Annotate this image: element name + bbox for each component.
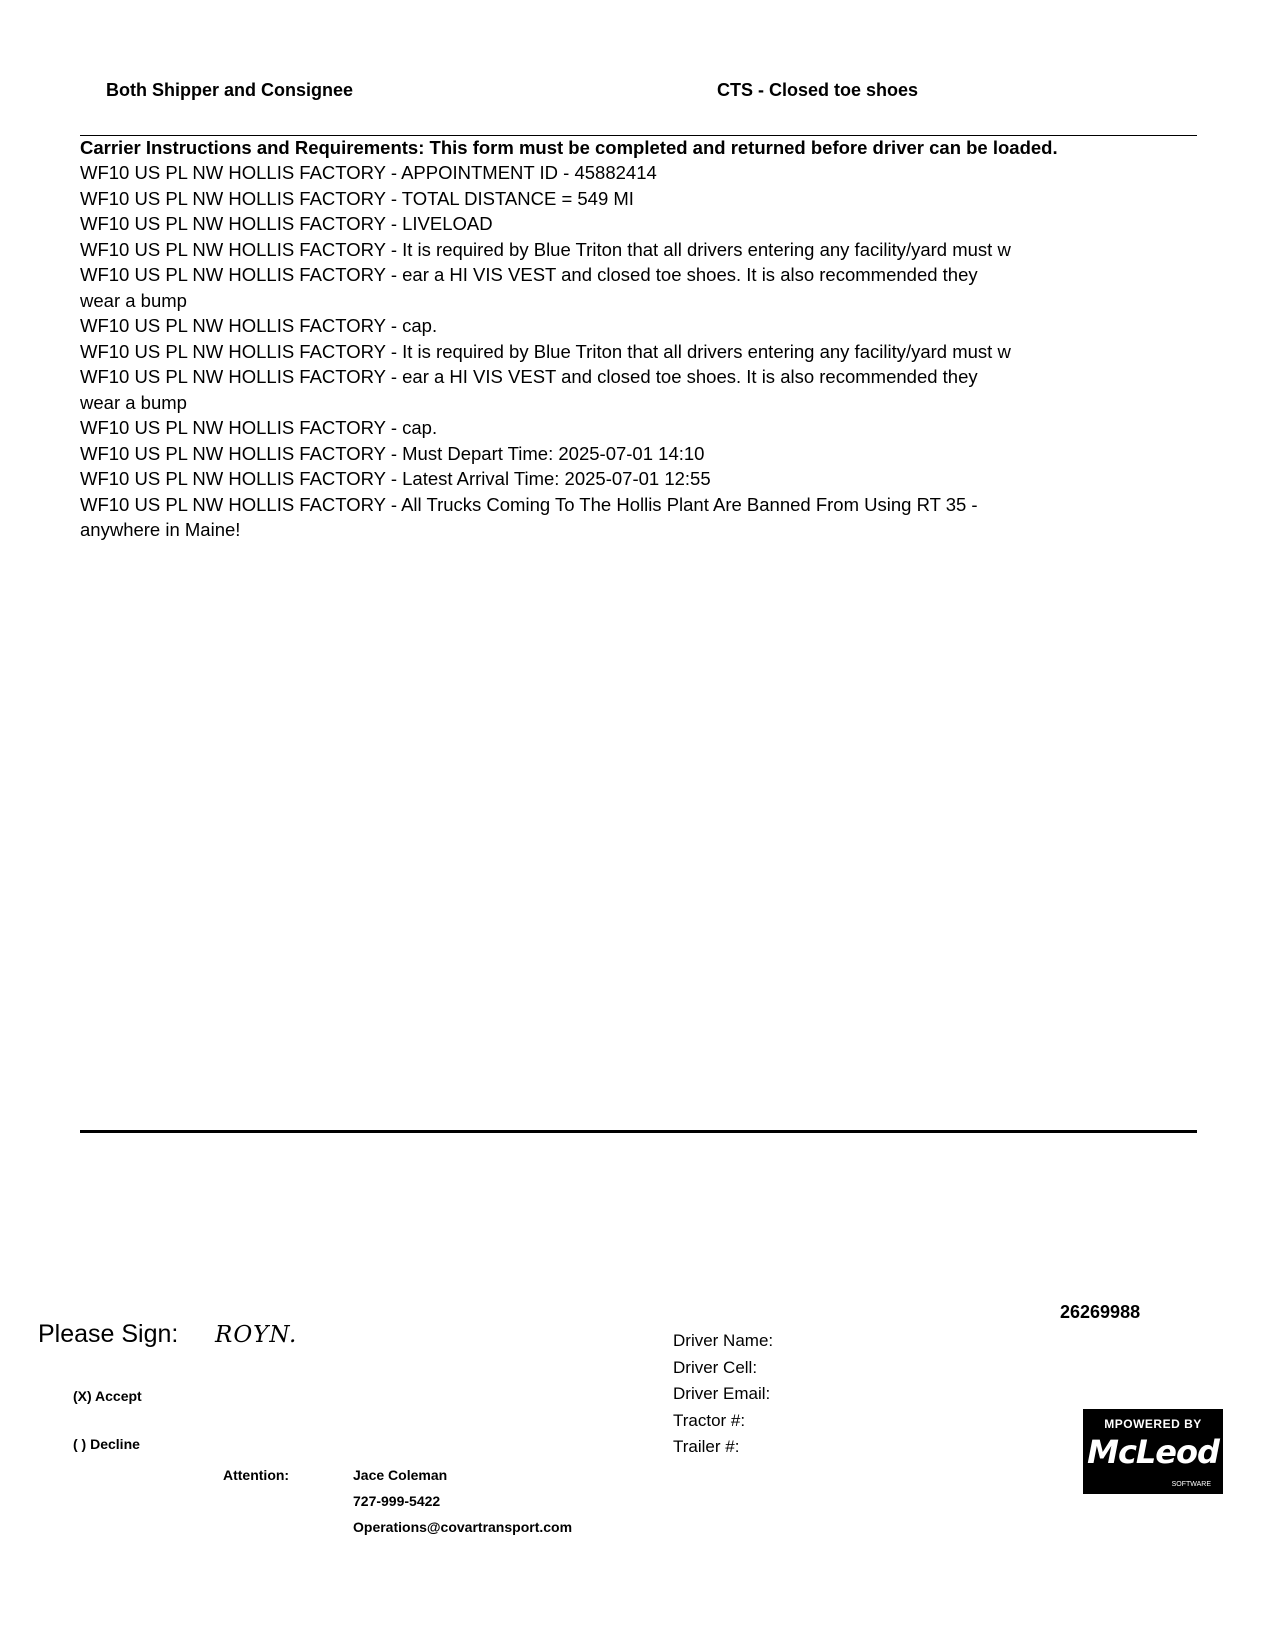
top-divider [80,135,1197,136]
sign-label: Please Sign: [38,1320,179,1348]
accept-option[interactable]: (X) Accept [73,1388,142,1404]
instruction-line: WF10 US PL NW HOLLIS FACTORY - APPOINTMENT ID - 45882414 [80,162,657,183]
instruction-line: WF10 US PL NW HOLLIS FACTORY - cap. [80,417,438,438]
instruction-line: anywhere in Maine! [80,519,241,540]
tractor-label: Tractor #: [673,1410,746,1430]
decline-option[interactable]: ( ) Decline [73,1436,140,1452]
attention-label: Attention: [223,1467,290,1483]
logo-sub-text: SOFTWARE [1171,1481,1211,1488]
driver-cell-label: Driver Cell: [673,1357,758,1377]
trailer-label: Trailer #: [673,1437,740,1456]
logo-top-text: MPOWERED BY [1104,1417,1202,1431]
attention-phone: 727-999-5422 [353,1493,441,1509]
instruction-line: WF10 US PL NW HOLLIS FACTORY - cap. [80,315,438,336]
instruction-line: WF10 US PL NW HOLLIS FACTORY - TOTAL DISTANCE = 549 MI [80,187,634,209]
mcleod-logo [1083,1409,1223,1494]
driver-email-label: Driver Email: [673,1384,771,1403]
signature-value[interactable]: ROYN. [215,1322,298,1348]
instruction-line: WF10 US PL NW HOLLIS FACTORY - It is required by Blue Triton that all drivers entering any facility/yard must w [80,238,1011,260]
instruction-line: WF10 US PL NW HOLLIS FACTORY - ear a HI VIS VEST and closed toe shoes. It is also recommended they [80,366,978,387]
header-right: CTS - Closed toe shoes [717,80,919,100]
instruction-line: wear a bump [80,289,187,311]
driver-info [673,1328,773,1461]
instruction-line: wear a bump [80,391,187,413]
attention-name: Jace Coleman [353,1467,448,1483]
instruction-line: WF10 US PL NW HOLLIS FACTORY - ear a HI VIS VEST and closed toe shoes. It is also recommended they [80,264,978,285]
document-number: 26269988 [1060,1302,1141,1322]
driver-name-label: Driver Name: [673,1331,774,1350]
instruction-line: WF10 US PL NW HOLLIS FACTORY - Must Depart Time: 2025-07-01 14:10 [80,442,705,464]
bottom-divider [80,1130,1197,1133]
attention-email: Operations@covartransport.com [353,1519,573,1535]
header-left: Both Shipper and Consignee [106,80,354,100]
instruction-line: WF10 US PL NW HOLLIS FACTORY - It is required by Blue Triton that all drivers entering any facility/yard must w [80,340,1011,362]
instructions-title: Carrier Instructions and Requirements: This form must be completed and returned before driver can be loaded. [80,137,1058,158]
instruction-line: WF10 US PL NW HOLLIS FACTORY - LIVELOAD [80,213,493,234]
instruction-line: WF10 US PL NW HOLLIS FACTORY - Latest Arrival Time: 2025-07-01 12:55 [80,468,711,489]
instructions-list [80,160,1200,543]
instruction-line: WF10 US PL NW HOLLIS FACTORY - All Trucks Coming To The Hollis Plant Are Banned From Using RT 35 - [80,493,978,515]
logo-brand-text: McLeod [1087,1433,1219,1471]
